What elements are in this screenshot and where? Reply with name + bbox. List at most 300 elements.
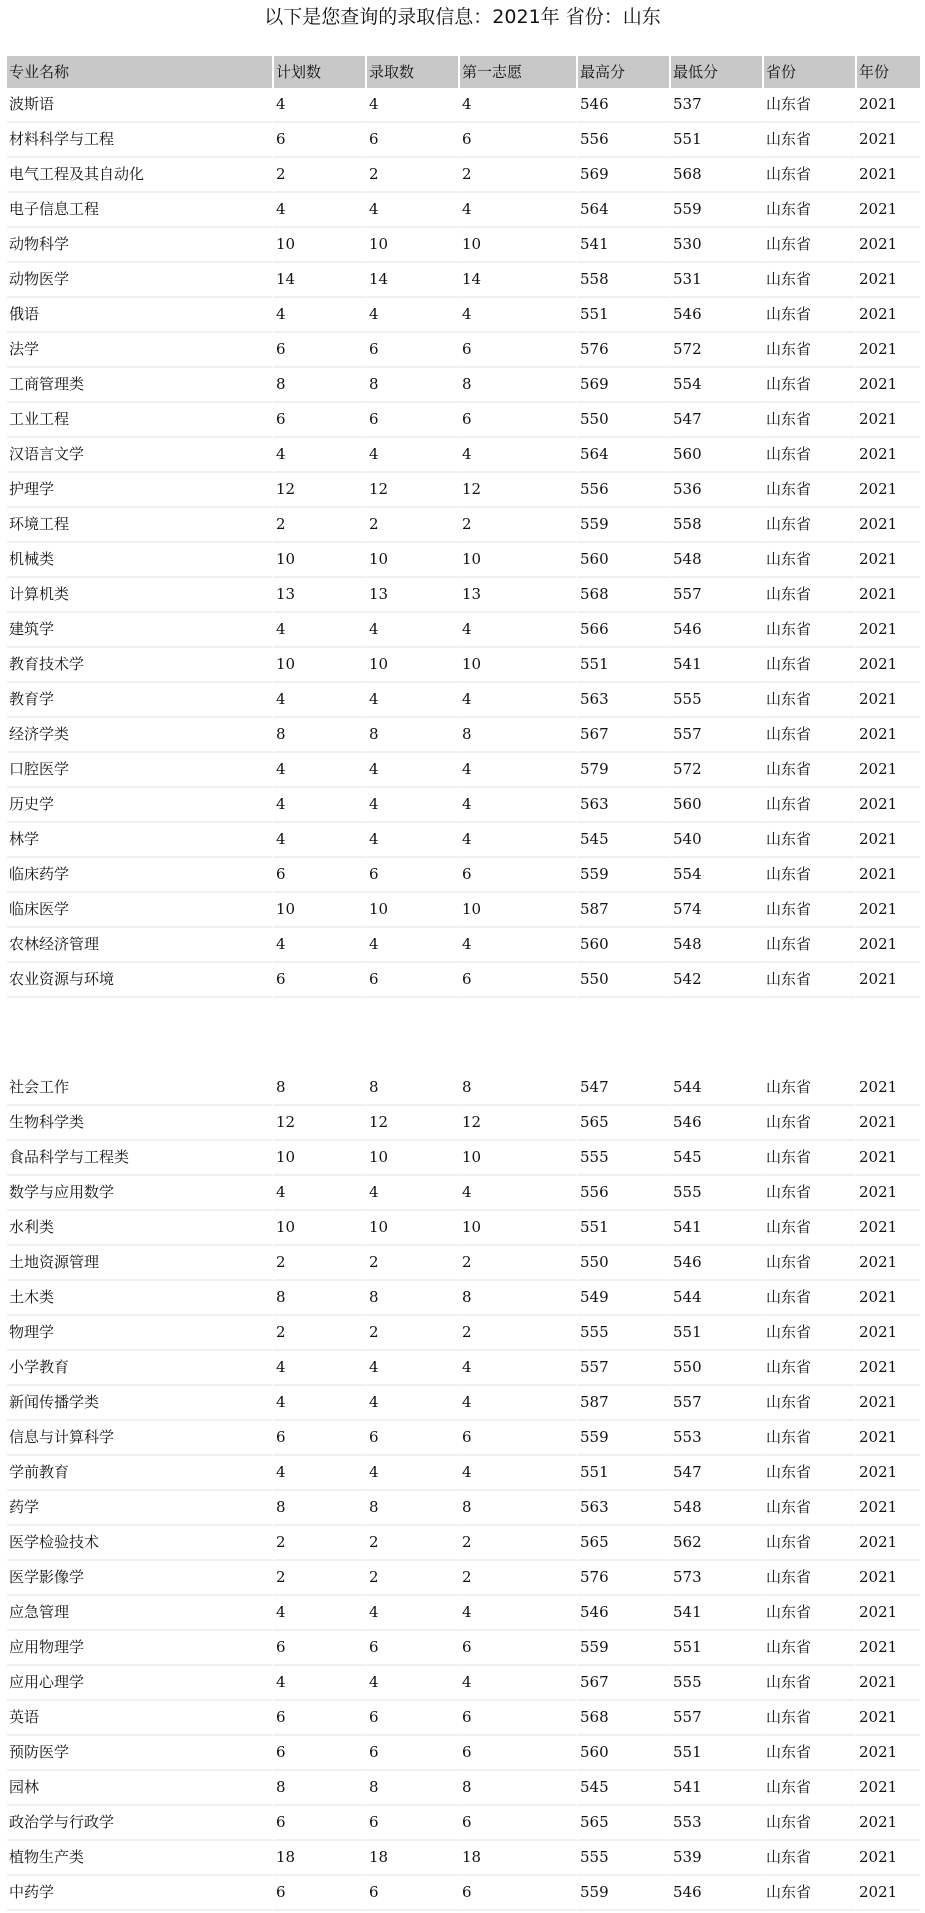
- cell-major-name: 学前教育: [7, 1456, 272, 1491]
- cell-min-score: 551: [669, 1316, 762, 1351]
- table-row: [7, 893, 920, 928]
- cell-admit-count: 4: [365, 1596, 458, 1631]
- cell-year: 2021: [855, 858, 920, 893]
- cell-plan-count: 6: [272, 333, 365, 368]
- cell-max-score: 555: [576, 1316, 669, 1351]
- cell-year: 2021: [855, 1071, 920, 1106]
- cell-admit-count: 10: [365, 648, 458, 683]
- cell-admit-count: 6: [365, 333, 458, 368]
- table-row: [7, 1316, 920, 1351]
- cell-province: 山东省: [762, 1456, 855, 1491]
- cell-year: 2021: [855, 613, 920, 648]
- cell-min-score: 547: [669, 403, 762, 438]
- cell-admit-count: 10: [365, 893, 458, 928]
- cell-admit-count: 6: [365, 1631, 458, 1666]
- table-row-spacer: [7, 998, 920, 1006]
- cell-first-choice: 4: [458, 683, 576, 718]
- cell-admit-count: 8: [365, 718, 458, 753]
- cell-max-score: 559: [576, 508, 669, 543]
- cell-min-score: 548: [669, 928, 762, 963]
- table-row: [7, 683, 920, 718]
- cell-max-score: 558: [576, 263, 669, 298]
- cell-plan-count: 4: [272, 823, 365, 858]
- cell-province: 山东省: [762, 648, 855, 683]
- cell-first-choice: 6: [458, 1736, 576, 1771]
- cell-min-score: 539: [669, 1841, 762, 1876]
- cell-year: 2021: [855, 1701, 920, 1736]
- cell-year: 2021: [855, 1386, 920, 1421]
- table-row: [7, 1561, 920, 1596]
- cell-admit-count: 6: [365, 858, 458, 893]
- cell-first-choice: 6: [458, 123, 576, 158]
- cell-first-choice: 4: [458, 298, 576, 333]
- cell-max-score: 576: [576, 333, 669, 368]
- table-header-row: [7, 56, 920, 88]
- cell-province: 山东省: [762, 753, 855, 788]
- cell-year: 2021: [855, 1456, 920, 1491]
- table-row: [7, 88, 920, 123]
- cell-first-choice: 4: [458, 193, 576, 228]
- cell-major-name: 口腔医学: [7, 753, 272, 788]
- cell-admit-count: 2: [365, 1246, 458, 1281]
- cell-min-score: 551: [669, 1631, 762, 1666]
- cell-province: 山东省: [762, 1351, 855, 1386]
- cell-first-choice: 4: [458, 1386, 576, 1421]
- cell-admit-count: 4: [365, 88, 458, 123]
- cell-major-name: 历史学: [7, 788, 272, 823]
- cell-province: 山东省: [762, 1771, 855, 1806]
- cell-plan-count: 6: [272, 1421, 365, 1456]
- header-max-score: 最高分: [576, 56, 669, 88]
- cell-admit-count: 4: [365, 1176, 458, 1211]
- cell-first-choice: 6: [458, 1421, 576, 1456]
- table-row: [7, 648, 920, 683]
- cell-major-name: 电气工程及其自动化: [7, 158, 272, 193]
- cell-max-score: 556: [576, 123, 669, 158]
- cell-first-choice: 8: [458, 1491, 576, 1526]
- admission-table-part2: [7, 1071, 920, 1911]
- cell-major-name: 社会工作: [7, 1071, 272, 1106]
- cell-plan-count: 8: [272, 718, 365, 753]
- cell-first-choice: 6: [458, 333, 576, 368]
- cell-major-name: 护理学: [7, 473, 272, 508]
- cell-max-score: 560: [576, 543, 669, 578]
- cell-max-score: 563: [576, 683, 669, 718]
- cell-first-choice: 4: [458, 1176, 576, 1211]
- cell-min-score: 540: [669, 823, 762, 858]
- table-row: [7, 963, 920, 998]
- cell-plan-count: 8: [272, 368, 365, 403]
- cell-admit-count: 10: [365, 1211, 458, 1246]
- cell-major-name: 英语: [7, 1701, 272, 1736]
- cell-plan-count: 4: [272, 788, 365, 823]
- cell-year: 2021: [855, 1561, 920, 1596]
- cell-max-score: 579: [576, 753, 669, 788]
- cell-max-score: 563: [576, 788, 669, 823]
- table-row: [7, 858, 920, 893]
- table-row: [7, 1176, 920, 1211]
- cell-min-score: 555: [669, 1666, 762, 1701]
- cell-year: 2021: [855, 123, 920, 158]
- cell-admit-count: 6: [365, 963, 458, 998]
- cell-admit-count: 12: [365, 1106, 458, 1141]
- cell-province: 山东省: [762, 88, 855, 123]
- cell-plan-count: 4: [272, 928, 365, 963]
- cell-max-score: 557: [576, 1351, 669, 1386]
- cell-admit-count: 2: [365, 1526, 458, 1561]
- cell-max-score: 587: [576, 1386, 669, 1421]
- cell-min-score: 545: [669, 1141, 762, 1176]
- cell-province: 山东省: [762, 928, 855, 963]
- cell-plan-count: 10: [272, 1141, 365, 1176]
- cell-province: 山东省: [762, 438, 855, 473]
- table-row: [7, 788, 920, 823]
- cell-admit-count: 4: [365, 823, 458, 858]
- cell-major-name: 医学影像学: [7, 1561, 272, 1596]
- cell-plan-count: 12: [272, 1106, 365, 1141]
- cell-first-choice: 18: [458, 1841, 576, 1876]
- cell-first-choice: 10: [458, 1211, 576, 1246]
- cell-first-choice: 6: [458, 858, 576, 893]
- cell-min-score: 551: [669, 123, 762, 158]
- cell-min-score: 530: [669, 228, 762, 263]
- cell-province: 山东省: [762, 1666, 855, 1701]
- cell-province: 山东省: [762, 718, 855, 753]
- cell-major-name: 电子信息工程: [7, 193, 272, 228]
- cell-min-score: 555: [669, 1176, 762, 1211]
- cell-province: 山东省: [762, 263, 855, 298]
- table-row: [7, 1596, 920, 1631]
- cell-province: 山东省: [762, 1211, 855, 1246]
- cell-first-choice: 6: [458, 1701, 576, 1736]
- cell-first-choice: 4: [458, 613, 576, 648]
- cell-province: 山东省: [762, 1386, 855, 1421]
- cell-admit-count: 2: [365, 508, 458, 543]
- cell-first-choice: 4: [458, 753, 576, 788]
- cell-year: 2021: [855, 333, 920, 368]
- cell-province: 山东省: [762, 1071, 855, 1106]
- cell-year: 2021: [855, 1176, 920, 1211]
- cell-admit-count: 10: [365, 543, 458, 578]
- table-row: [7, 473, 920, 508]
- cell-year: 2021: [855, 1876, 920, 1911]
- cell-admit-count: 8: [365, 1281, 458, 1316]
- cell-min-score: 574: [669, 893, 762, 928]
- cell-plan-count: 10: [272, 1211, 365, 1246]
- cell-major-name: 临床药学: [7, 858, 272, 893]
- cell-plan-count: 2: [272, 1526, 365, 1561]
- cell-max-score: 560: [576, 1736, 669, 1771]
- cell-province: 山东省: [762, 1141, 855, 1176]
- cell-admit-count: 6: [365, 123, 458, 158]
- cell-major-name: 土木类: [7, 1281, 272, 1316]
- table-row: [7, 1841, 920, 1876]
- header-province: 省份: [762, 56, 855, 88]
- cell-year: 2021: [855, 893, 920, 928]
- empty-cell: [855, 998, 920, 1006]
- cell-province: 山东省: [762, 508, 855, 543]
- cell-year: 2021: [855, 508, 920, 543]
- cell-province: 山东省: [762, 1281, 855, 1316]
- cell-plan-count: 4: [272, 193, 365, 228]
- cell-major-name: 应用心理学: [7, 1666, 272, 1701]
- cell-first-choice: 4: [458, 88, 576, 123]
- cell-first-choice: 2: [458, 1316, 576, 1351]
- cell-admit-count: 6: [365, 403, 458, 438]
- cell-year: 2021: [855, 88, 920, 123]
- cell-first-choice: 2: [458, 158, 576, 193]
- table-row: [7, 1421, 920, 1456]
- cell-min-score: 550: [669, 1351, 762, 1386]
- cell-min-score: 548: [669, 543, 762, 578]
- cell-major-name: 计算机类: [7, 578, 272, 613]
- cell-min-score: 542: [669, 963, 762, 998]
- cell-year: 2021: [855, 753, 920, 788]
- cell-first-choice: 10: [458, 893, 576, 928]
- cell-province: 山东省: [762, 1701, 855, 1736]
- cell-major-name: 动物科学: [7, 228, 272, 263]
- cell-max-score: 555: [576, 1841, 669, 1876]
- table-row: [7, 1876, 920, 1911]
- cell-first-choice: 14: [458, 263, 576, 298]
- cell-plan-count: 4: [272, 438, 365, 473]
- cell-province: 山东省: [762, 1421, 855, 1456]
- cell-province: 山东省: [762, 1316, 855, 1351]
- cell-major-name: 机械类: [7, 543, 272, 578]
- cell-province: 山东省: [762, 613, 855, 648]
- cell-admit-count: 2: [365, 1316, 458, 1351]
- cell-min-score: 531: [669, 263, 762, 298]
- cell-max-score: 551: [576, 1211, 669, 1246]
- cell-province: 山东省: [762, 298, 855, 333]
- cell-province: 山东省: [762, 1806, 855, 1841]
- cell-admit-count: 14: [365, 263, 458, 298]
- cell-admit-count: 18: [365, 1841, 458, 1876]
- cell-year: 2021: [855, 368, 920, 403]
- cell-min-score: 572: [669, 333, 762, 368]
- table-row: [7, 928, 920, 963]
- cell-first-choice: 2: [458, 1246, 576, 1281]
- cell-admit-count: 6: [365, 1736, 458, 1771]
- cell-year: 2021: [855, 578, 920, 613]
- cell-year: 2021: [855, 963, 920, 998]
- cell-year: 2021: [855, 1806, 920, 1841]
- cell-admit-count: 4: [365, 1386, 458, 1421]
- cell-first-choice: 12: [458, 473, 576, 508]
- cell-province: 山东省: [762, 1106, 855, 1141]
- cell-province: 山东省: [762, 1561, 855, 1596]
- cell-min-score: 555: [669, 683, 762, 718]
- cell-major-name: 物理学: [7, 1316, 272, 1351]
- cell-first-choice: 13: [458, 578, 576, 613]
- cell-admit-count: 10: [365, 1141, 458, 1176]
- cell-province: 山东省: [762, 333, 855, 368]
- cell-year: 2021: [855, 823, 920, 858]
- header-admit-count: 录取数: [365, 56, 458, 88]
- cell-max-score: 546: [576, 88, 669, 123]
- cell-min-score: 557: [669, 578, 762, 613]
- cell-admit-count: 4: [365, 438, 458, 473]
- cell-year: 2021: [855, 158, 920, 193]
- cell-major-name: 环境工程: [7, 508, 272, 543]
- table-row: [7, 123, 920, 158]
- cell-admit-count: 8: [365, 368, 458, 403]
- cell-min-score: 546: [669, 1246, 762, 1281]
- cell-admit-count: 4: [365, 298, 458, 333]
- cell-year: 2021: [855, 1351, 920, 1386]
- cell-plan-count: 6: [272, 1806, 365, 1841]
- cell-plan-count: 10: [272, 893, 365, 928]
- cell-min-score: 554: [669, 368, 762, 403]
- cell-admit-count: 13: [365, 578, 458, 613]
- cell-first-choice: 2: [458, 1526, 576, 1561]
- cell-major-name: 材料科学与工程: [7, 123, 272, 158]
- table-row: [7, 368, 920, 403]
- cell-major-name: 医学检验技术: [7, 1526, 272, 1561]
- cell-plan-count: 8: [272, 1491, 365, 1526]
- cell-min-score: 557: [669, 1386, 762, 1421]
- cell-plan-count: 10: [272, 648, 365, 683]
- empty-cell: [272, 998, 365, 1006]
- cell-major-name: 法学: [7, 333, 272, 368]
- cell-max-score: 546: [576, 1596, 669, 1631]
- cell-first-choice: 4: [458, 928, 576, 963]
- cell-plan-count: 18: [272, 1841, 365, 1876]
- cell-plan-count: 8: [272, 1281, 365, 1316]
- cell-year: 2021: [855, 1421, 920, 1456]
- cell-first-choice: 4: [458, 1596, 576, 1631]
- cell-first-choice: 10: [458, 228, 576, 263]
- cell-plan-count: 2: [272, 508, 365, 543]
- cell-major-name: 农林经济管理: [7, 928, 272, 963]
- cell-year: 2021: [855, 718, 920, 753]
- cell-plan-count: 2: [272, 1561, 365, 1596]
- cell-province: 山东省: [762, 543, 855, 578]
- header-first-choice: 第一志愿: [458, 56, 576, 88]
- cell-max-score: 556: [576, 1176, 669, 1211]
- cell-year: 2021: [855, 1666, 920, 1701]
- cell-plan-count: 4: [272, 1596, 365, 1631]
- cell-major-name: 预防医学: [7, 1736, 272, 1771]
- cell-major-name: 药学: [7, 1491, 272, 1526]
- cell-province: 山东省: [762, 788, 855, 823]
- cell-admit-count: 4: [365, 1666, 458, 1701]
- cell-admit-count: 12: [365, 473, 458, 508]
- table-row: [7, 718, 920, 753]
- cell-first-choice: 8: [458, 1281, 576, 1316]
- cell-min-score: 551: [669, 1736, 762, 1771]
- cell-plan-count: 6: [272, 1701, 365, 1736]
- cell-year: 2021: [855, 1281, 920, 1316]
- cell-major-name: 应急管理: [7, 1596, 272, 1631]
- cell-plan-count: 8: [272, 1071, 365, 1106]
- cell-year: 2021: [855, 1491, 920, 1526]
- cell-max-score: 547: [576, 1071, 669, 1106]
- cell-min-score: 546: [669, 1876, 762, 1911]
- cell-major-name: 中药学: [7, 1876, 272, 1911]
- cell-admit-count: 4: [365, 788, 458, 823]
- cell-province: 山东省: [762, 1491, 855, 1526]
- cell-max-score: 569: [576, 368, 669, 403]
- cell-plan-count: 4: [272, 1386, 365, 1421]
- cell-year: 2021: [855, 683, 920, 718]
- table-row: [7, 158, 920, 193]
- cell-admit-count: 10: [365, 228, 458, 263]
- cell-major-name: 土地资源管理: [7, 1246, 272, 1281]
- cell-admit-count: 4: [365, 193, 458, 228]
- cell-max-score: 551: [576, 648, 669, 683]
- cell-plan-count: 6: [272, 403, 365, 438]
- cell-year: 2021: [855, 788, 920, 823]
- cell-max-score: 565: [576, 1106, 669, 1141]
- cell-min-score: 554: [669, 858, 762, 893]
- table-row: [7, 1456, 920, 1491]
- cell-max-score: 559: [576, 1631, 669, 1666]
- cell-year: 2021: [855, 263, 920, 298]
- cell-admit-count: 4: [365, 928, 458, 963]
- cell-plan-count: 6: [272, 1631, 365, 1666]
- cell-max-score: 567: [576, 1666, 669, 1701]
- cell-admit-count: 4: [365, 753, 458, 788]
- cell-min-score: 562: [669, 1526, 762, 1561]
- table-row: [7, 1771, 920, 1806]
- admission-table-part1: [7, 56, 920, 1006]
- cell-max-score: 555: [576, 1141, 669, 1176]
- cell-province: 山东省: [762, 578, 855, 613]
- cell-province: 山东省: [762, 1526, 855, 1561]
- cell-min-score: 558: [669, 508, 762, 543]
- cell-plan-count: 6: [272, 963, 365, 998]
- cell-year: 2021: [855, 228, 920, 263]
- cell-max-score: 559: [576, 858, 669, 893]
- cell-first-choice: 4: [458, 788, 576, 823]
- cell-major-name: 建筑学: [7, 613, 272, 648]
- cell-first-choice: 2: [458, 1561, 576, 1596]
- cell-max-score: 541: [576, 228, 669, 263]
- table-row: [7, 1736, 920, 1771]
- cell-min-score: 541: [669, 1211, 762, 1246]
- header-year: 年份: [855, 56, 920, 88]
- table-row: [7, 1631, 920, 1666]
- cell-plan-count: 6: [272, 858, 365, 893]
- cell-plan-count: 4: [272, 1351, 365, 1386]
- table-row: [7, 403, 920, 438]
- cell-province: 山东省: [762, 368, 855, 403]
- cell-province: 山东省: [762, 228, 855, 263]
- cell-major-name: 园林: [7, 1771, 272, 1806]
- cell-year: 2021: [855, 1596, 920, 1631]
- cell-first-choice: 4: [458, 823, 576, 858]
- cell-major-name: 动物医学: [7, 263, 272, 298]
- cell-major-name: 林学: [7, 823, 272, 858]
- header-min-score: 最低分: [669, 56, 762, 88]
- cell-province: 山东省: [762, 858, 855, 893]
- cell-min-score: 537: [669, 88, 762, 123]
- cell-max-score: 549: [576, 1281, 669, 1316]
- table-row: [7, 1211, 920, 1246]
- cell-min-score: 536: [669, 473, 762, 508]
- cell-min-score: 548: [669, 1491, 762, 1526]
- table-row: [7, 438, 920, 473]
- cell-max-score: 560: [576, 928, 669, 963]
- cell-max-score: 576: [576, 1561, 669, 1596]
- header-major-name: 专业名称: [7, 56, 272, 88]
- table-row: [7, 228, 920, 263]
- cell-min-score: 557: [669, 718, 762, 753]
- cell-year: 2021: [855, 928, 920, 963]
- page-title: 以下是您查询的录取信息：2021年 省份：山东: [264, 6, 661, 28]
- cell-year: 2021: [855, 1771, 920, 1806]
